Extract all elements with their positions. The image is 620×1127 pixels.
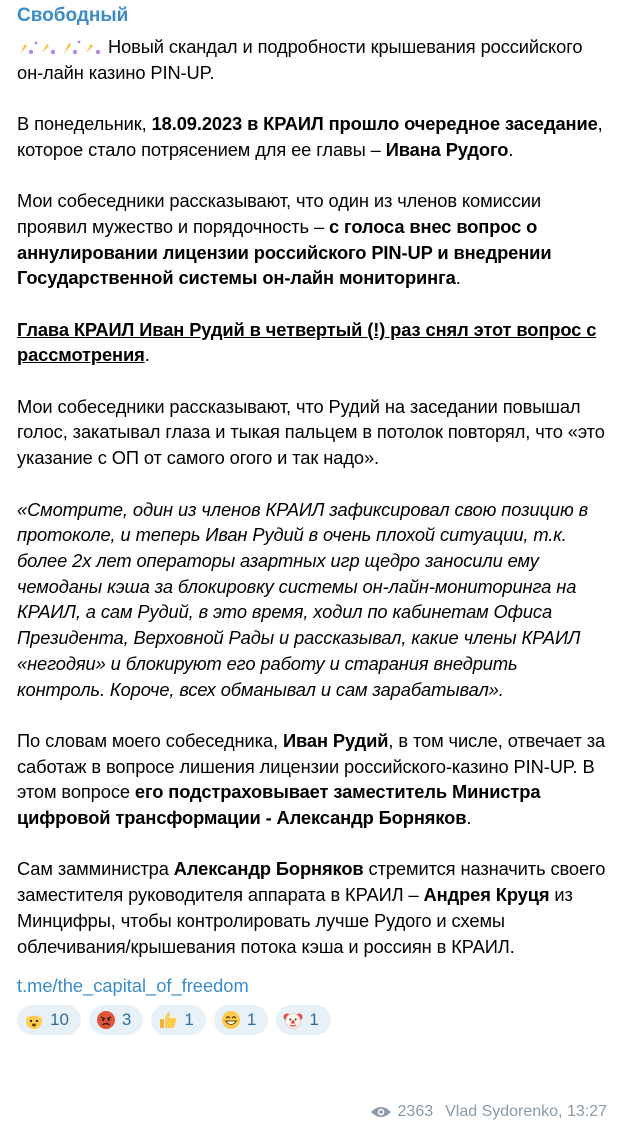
grinning-face-icon [221, 1010, 241, 1030]
message-meta [370, 1103, 607, 1121]
paragraph-4: Глава КРАИЛ Иван Рудий в четвертый (!) раз снял этот вопрос с рассмотрения. [17, 318, 597, 366]
view-count: 2363 [397, 1103, 434, 1120]
reaction-thumbs-up[interactable]: 1 [151, 1005, 205, 1035]
exploding-head-icon [24, 1010, 44, 1030]
paragraph-3: Мои собеседники рассказывают, что один из членов комиссии проявил мужество и порядочность – с голоса внес вопрос о аннулировании лицензии российского PIN-UP и внедрении Государственной системы он-лайн мониторинга. [17, 190, 552, 289]
message-text [17, 34, 610, 959]
eye-icon [370, 1105, 392, 1119]
channel-link[interactable]: t.me/the_capital_of_freedom [17, 975, 249, 997]
paragraph-1: Новый скандал и подробности крышевания российского он-лайн казино PIN-UP. [17, 36, 583, 83]
paragraph-5: Мои собеседники рассказывают, что Рудий на заседании повышал голос, закатывал глаза и тыкая пальцем в потолок повторял, что «это указание с ОП от самого огого и так надо». [17, 395, 605, 469]
channel-name[interactable]: Свободный [17, 5, 129, 26]
paragraph-8: Сам замминистра Александр Борняков стремится назначить своего заместителя руководителя аппарата в КРАИЛ – Андрея Круця из Минцифры, чтобы контролировать лучше Рудого и схемы облечивания/крышевания потока кэша и россиян в КРАИЛ. [17, 858, 606, 957]
reaction-clown-face[interactable]: 1 [276, 1005, 330, 1035]
quote-paragraph: «Смотрите, один из членов КРАИЛ зафиксировал свою позицию в протоколе, и теперь Иван Рудий в очень плохой ситуации, т.к. более 2х лет операторы азартных игр щедро заносили ему чемоданы кэша за блокировку системы он-лайн-мониторинга на КРАИЛ, а сам Рудий, в это время, ходил по кабинетам Офиса Президента, Верховной Рады и рассказывал, какие члены КРАИЛ «негодяи» и блокируют его работу и старания внедрить контроль. Короче, всех обманывал и сам зарабатывал». [17, 498, 589, 700]
reaction-exploding-head[interactable]: 10 [17, 1005, 81, 1035]
reactions-bar [17, 1005, 610, 1035]
reaction-angry-face[interactable]: 3 [89, 1005, 143, 1035]
reaction-grinning-face[interactable]: 1 [214, 1005, 268, 1035]
angry-face-icon [96, 1010, 116, 1030]
sparkles-icon [17, 38, 103, 56]
paragraph-2: В понедельник, 18.09.2023 в КРАИЛ прошло очередное заседание, которое стало потрясением для ее главы – Ивана Рудого. [17, 113, 603, 160]
paragraph-7: По словам моего собеседника, Иван Рудий, в том числе, отвечает за саботаж в вопросе лишения лицензии российского-казино PIN-UP. В этом вопросе его подстраховывает заместитель Министра цифровой трансформации - Александр Борняков. [17, 729, 606, 828]
thumbs-up-icon [158, 1010, 178, 1030]
clown-face-icon [283, 1010, 303, 1030]
author-time: Vlad Sydorenko, 13:27 [445, 1103, 607, 1120]
